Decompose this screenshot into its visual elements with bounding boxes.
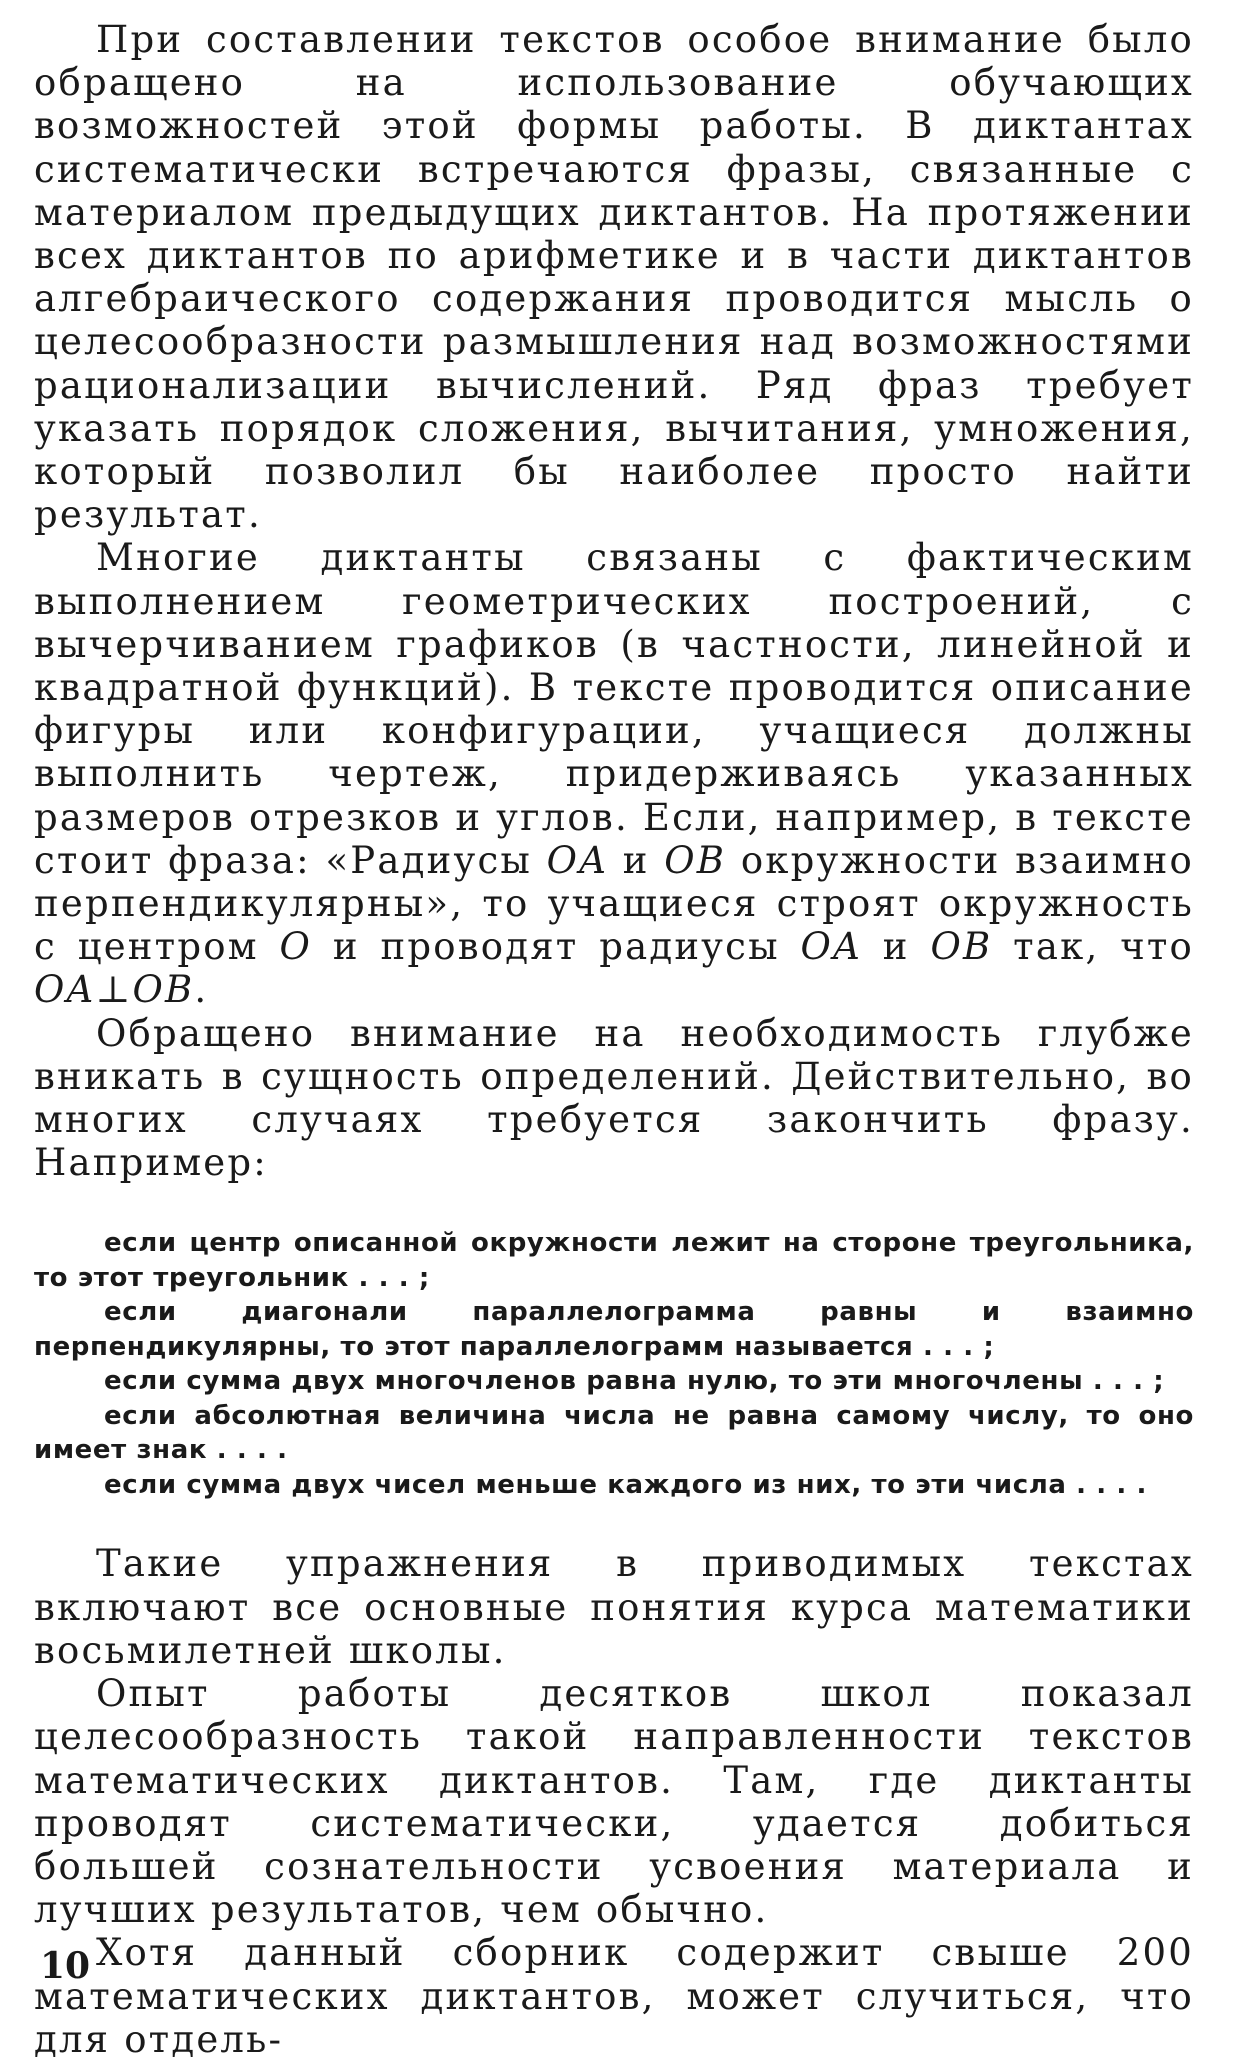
paragraph-text: . (194, 968, 209, 1012)
paragraph-text: и проводят радиусы (312, 925, 801, 969)
segment-ob: OB (930, 925, 993, 969)
paragraph-collection-size: Хотя данный сборник содержит свыше 200 математических диктантов, может случиться, что для отдель- (34, 1931, 1194, 2061)
paragraph-text: Многие диктанты связаны с фактическим выполнением геометрических построений, с вычерчиванием графиков (в частности, линейной и квадратной функций). В тексте проводится описание фигуры или конфигурации, учащиеся должны выполнить чертеж, придерживаясь указанных размеров отрезков и углов. Если, например, в тексте стоит фраза: «Радиусы (34, 536, 1194, 882)
paragraph-geometric-constructions (34, 536, 1194, 1011)
paragraph-text: окружности взаимно перпендикулярны», то учащиеся строят окружность с центром (34, 838, 1194, 969)
paragraph-exercises-scope: Такие упражнения в приводимых текстах включают все основные понятия курса математики восьмилетней школы. (34, 1542, 1194, 1672)
paragraph-teaching-possibilities: При составлении текстов особое внимание было обращено на использование обучающих возможностей этой формы работы. В диктантах систематически встречаются фразы, связанные с материалом предыдущих диктантов. На протяжении всех диктантов по арифметике и в части диктантов алгебраического содержания проводится мысль о целесообразности размышления над возможностями рационализации вычислений. Ряд фраз требует указать порядок сложения, вычитания, умножения, который позволил бы наиболее просто найти результат. (34, 18, 1194, 537)
page-body (34, 18, 1194, 2061)
segment-oa: OA (546, 838, 609, 882)
point-o: O (279, 925, 313, 969)
segment-oa: OA (800, 925, 862, 969)
example-item: если сумма двух чисел меньше каждого из них, то эти числа . . . . (104, 1469, 1148, 1500)
paragraph-text: и (608, 838, 665, 882)
paragraph-definitions: Обращено внимание на необходимость глубже вникать в сущность определений. Действительно, во многих случаях требуется закончить фразу. Например: (34, 1011, 1194, 1185)
perpendicular-formula: OA⊥OB (34, 968, 195, 1012)
example-item: если сумма двух многочленов равна нулю, то эти многочлены . . . ; (104, 1366, 1165, 1397)
page-number: 10 (40, 1945, 91, 1987)
paragraph-school-experience: Опыт работы десятков школ показал целесообразность такой направленности текстов математических диктантов. Там, где диктанты проводят систематически, удается добиться большей сознательности усвоения материала и лучших результатов, чем обычно. (34, 1672, 1194, 1932)
example-item: если центр описанной окружности лежит на стороне треугольника, то этот треугольник . . . ; (34, 1228, 1194, 1293)
example-item: если диагонали параллелограмма равны и взаимно перпендикулярны, то этот параллелограмм называется . . . ; (34, 1297, 1194, 1362)
segment-ob: OB (664, 838, 727, 882)
paragraph-text: и (862, 925, 931, 969)
paragraph-text: так, что (992, 925, 1195, 969)
examples-list (34, 1226, 1194, 1502)
example-item: если абсолютная величина числа не равна самому числу, то оно имеет знак . . . . (34, 1400, 1194, 1466)
